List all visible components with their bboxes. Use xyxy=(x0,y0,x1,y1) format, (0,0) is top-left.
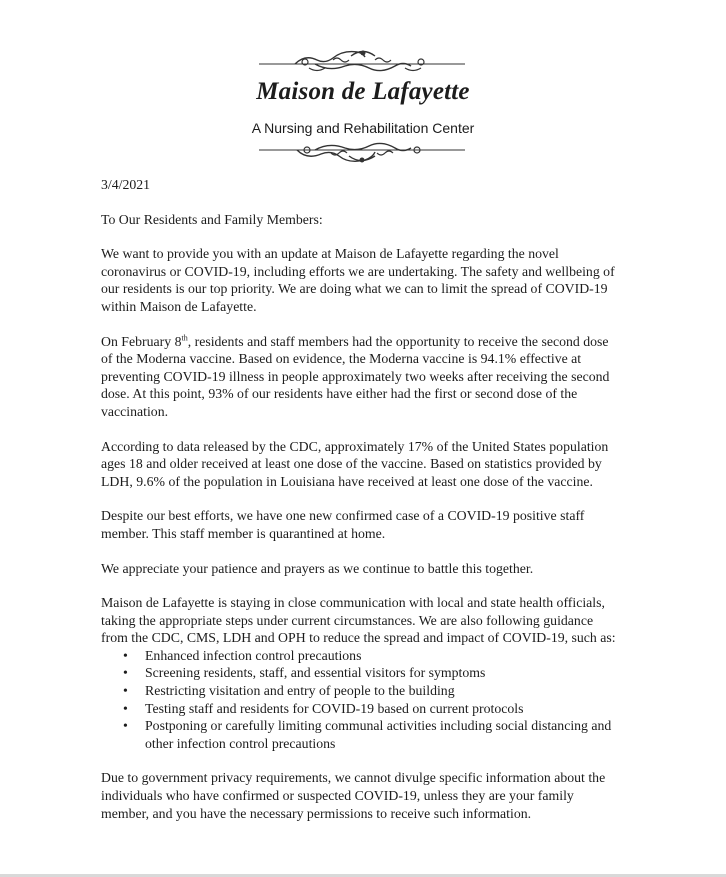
paragraph-update: We want to provide you with an update at Maison de Lafayette regarding the novel coronavirus or COVID-19, including efforts we are undertaking. The safety and wellbeing of our residents is our top priority. We are doing what we can to limit the spread of COVID-19 within Maison de Lafayette. xyxy=(101,246,615,314)
paragraph-guidance: Maison de Lafayette is staying in close communication with local and state health officials, taking the appropriate steps under current circumstances. We are also following guidance from the CDC, CMS, LDH and OPH to reduce the spread and impact of COVID-19, such as: xyxy=(101,595,616,646)
facility-tagline: A Nursing and Rehabilitation Center xyxy=(251,120,475,136)
paragraph-vaccine xyxy=(101,333,621,421)
list-item: • Postponing or carefully limiting communal activities including social distancing and other infection control precautions xyxy=(145,717,621,752)
vaccine-text-rest: , residents and staff members had the opportunity to receive the second dose of the Moderna vaccine. Based on evidence, the Moderna vaccine is 94.1% effective at preventing COVID-19 illness in people approximately two weeks after receiving the second dose. At this point, 93% of our residents have either had the first or second dose of the vaccination. xyxy=(101,333,610,419)
scroll-ornament-icon xyxy=(255,136,469,166)
ordinal-suffix: th xyxy=(181,332,188,342)
salutation: To Our Residents and Family Members: xyxy=(101,211,323,227)
paragraph-positive-case: Despite our best efforts, we have one new confirmed case of a COVID-19 positive staff member. This staff member is quarantined at home. xyxy=(101,508,585,541)
paragraph-cdc-data: According to data released by the CDC, approximately 17% of the United States population ages 18 and older received at least one dose of the vaccine. Based on statistics provided by LDH, 9.6% of the population in Louisiana have received at least one dose of the vaccine. xyxy=(101,438,609,489)
list-item: • Enhanced infection control precautions xyxy=(145,647,621,665)
list-item: • Restricting visitation and entry of people to the building xyxy=(145,682,621,700)
paragraph-appreciation: We appreciate your patience and prayers as we continue to battle this together. xyxy=(101,560,534,576)
letter-body xyxy=(101,176,621,839)
measures-list xyxy=(101,647,621,753)
letter-date: 3/4/2021 xyxy=(101,177,151,192)
paragraph-privacy: Due to government privacy requirements, we cannot divulge specific information about the individuals who have confirmed or suspected COVID-19, unless they are your family member, and you have the necessary permissions to receive such information. xyxy=(101,770,606,821)
facility-name: Maison de Lafayette xyxy=(256,78,470,105)
vaccine-text-start: On February 8 xyxy=(101,333,182,349)
list-item: • Testing staff and residents for COVID-19 based on current protocols xyxy=(145,700,621,718)
scroll-ornament-icon xyxy=(255,46,469,76)
list-item: • Screening residents, staff, and essential visitors for symptoms xyxy=(145,664,621,682)
